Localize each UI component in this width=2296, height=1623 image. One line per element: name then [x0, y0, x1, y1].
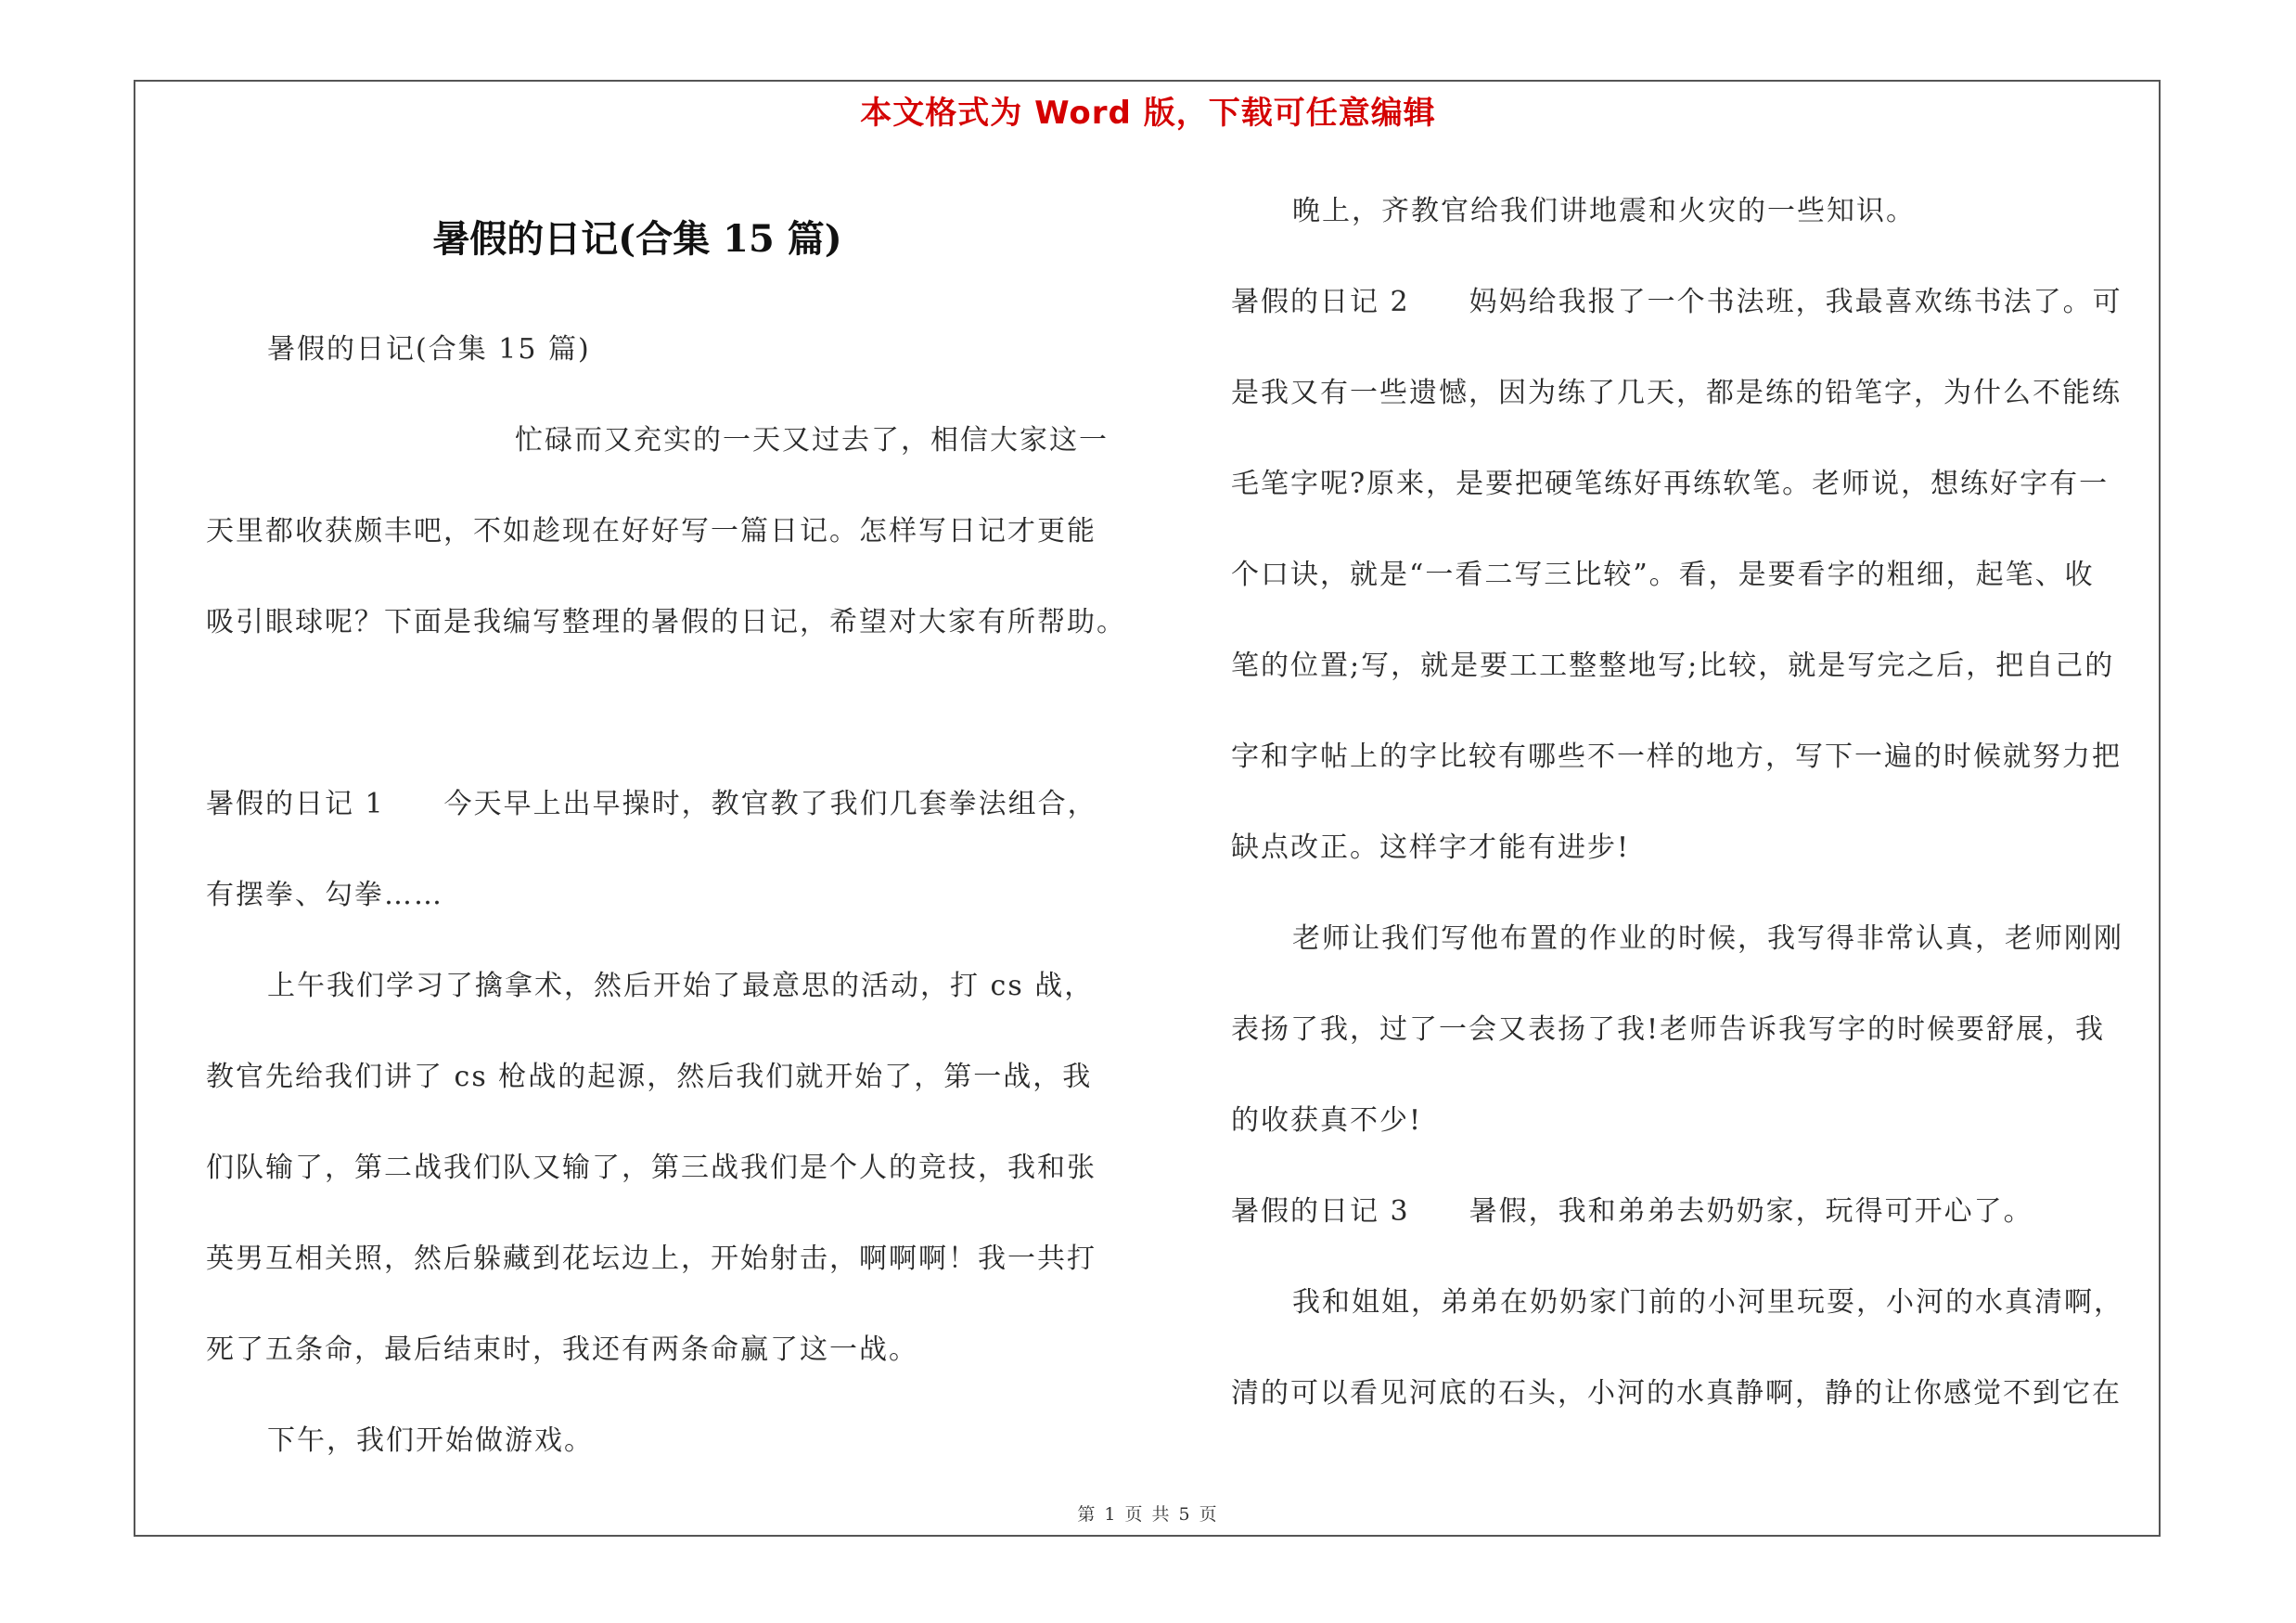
paragraph-line: 教官先给我们讲了 cs 枪战的起源，然后我们就开始了，第一战，我: [206, 1061, 1093, 1093]
paragraph-line: 字和字帖上的字比较有哪些不一样的地方，写下一遍的时候就努力把: [1231, 741, 2122, 773]
paragraph-line: 是我又有一些遗憾，因为练了几天，都是练的铅笔字，为什么不能练: [1231, 377, 2122, 409]
paragraph-line: 老师让我们写他布置的作业的时候，我写得非常认真，老师刚刚: [1292, 922, 2123, 955]
diary-heading-line: 暑假的日记 2 妈妈给我报了一个书法班，我最喜欢练书法了。可: [1231, 286, 2123, 318]
paragraph-line: 晚上，齐教官给我们讲地震和火灾的一些知识。: [1292, 195, 1916, 227]
paragraph-line: 死了五条命，最后结束时，我还有两条命赢了这一战。: [206, 1333, 918, 1366]
paragraph-line: 清的可以看见河底的石头，小河的水真静啊，静的让你感觉不到它在: [1231, 1377, 2122, 1410]
paragraph-line: 表扬了我，过了一会又表扬了我!老师告诉我写字的时候要舒展，我: [1231, 1013, 2106, 1046]
paragraph-line: 上午我们学习了擒拿术，然后开始了最意思的活动，打 cs 战，: [267, 970, 1095, 1002]
editable-notice-banner: 本文格式为 Word 版，下载可任意编辑: [860, 95, 1436, 132]
paragraph-line: 毛笔字呢?原来，是要把硬笔练好再练软笔。老师说，想练好字有一: [1231, 468, 2110, 500]
paragraph-line: 忙碌而又充实的一天又过去了，相信大家这一: [515, 424, 1109, 457]
paragraph-line: 吸引眼球呢？下面是我编写整理的暑假的日记，希望对大家有所帮助。: [206, 606, 1126, 638]
paragraph-line: 有摆拳、勾拳……: [206, 879, 443, 911]
paragraph-line: 缺点改正。这样字才能有进步!: [1231, 831, 1631, 864]
subtitle-line: 暑假的日记(合集 15 篇): [267, 333, 591, 366]
page-number-footer: 第 1 页 共 5 页: [1077, 1504, 1219, 1525]
paragraph-line: 们队输了，第二战我们队又输了，第三战我们是个人的竞技，我和张: [206, 1152, 1097, 1184]
document-title: 暑假的日记(合集 15 篇): [432, 217, 842, 261]
paragraph-line: 个口诀，就是“一看二写三比较”。看，是要看字的粗细，起笔、收: [1231, 559, 2095, 591]
paragraph-line: 天里都收获颇丰吧，不如趁现在好好写一篇日记。怎样写日记才更能: [206, 515, 1097, 547]
paragraph-line: 下午，我们开始做游戏。: [267, 1424, 594, 1457]
diary-heading-line: 暑假的日记 1 今天早上出早操时，教官教了我们几套拳法组合，: [206, 788, 1097, 820]
paragraph-line: 英男互相关照，然后躲藏到花坛边上，开始射击，啊啊啊！我一共打: [206, 1243, 1097, 1275]
diary-heading-line: 暑假的日记 3 暑假，我和弟弟去奶奶家，玩得可开心了。: [1231, 1195, 2033, 1228]
paragraph-line: 我和姐姐，弟弟在奶奶家门前的小河里玩耍，小河的水真清啊，: [1292, 1286, 2123, 1319]
paragraph-line: 笔的位置;写，就是要工工整整地写;比较，就是写完之后，把自己的: [1231, 650, 2115, 682]
paragraph-line: 的收获真不少!: [1231, 1104, 1423, 1137]
